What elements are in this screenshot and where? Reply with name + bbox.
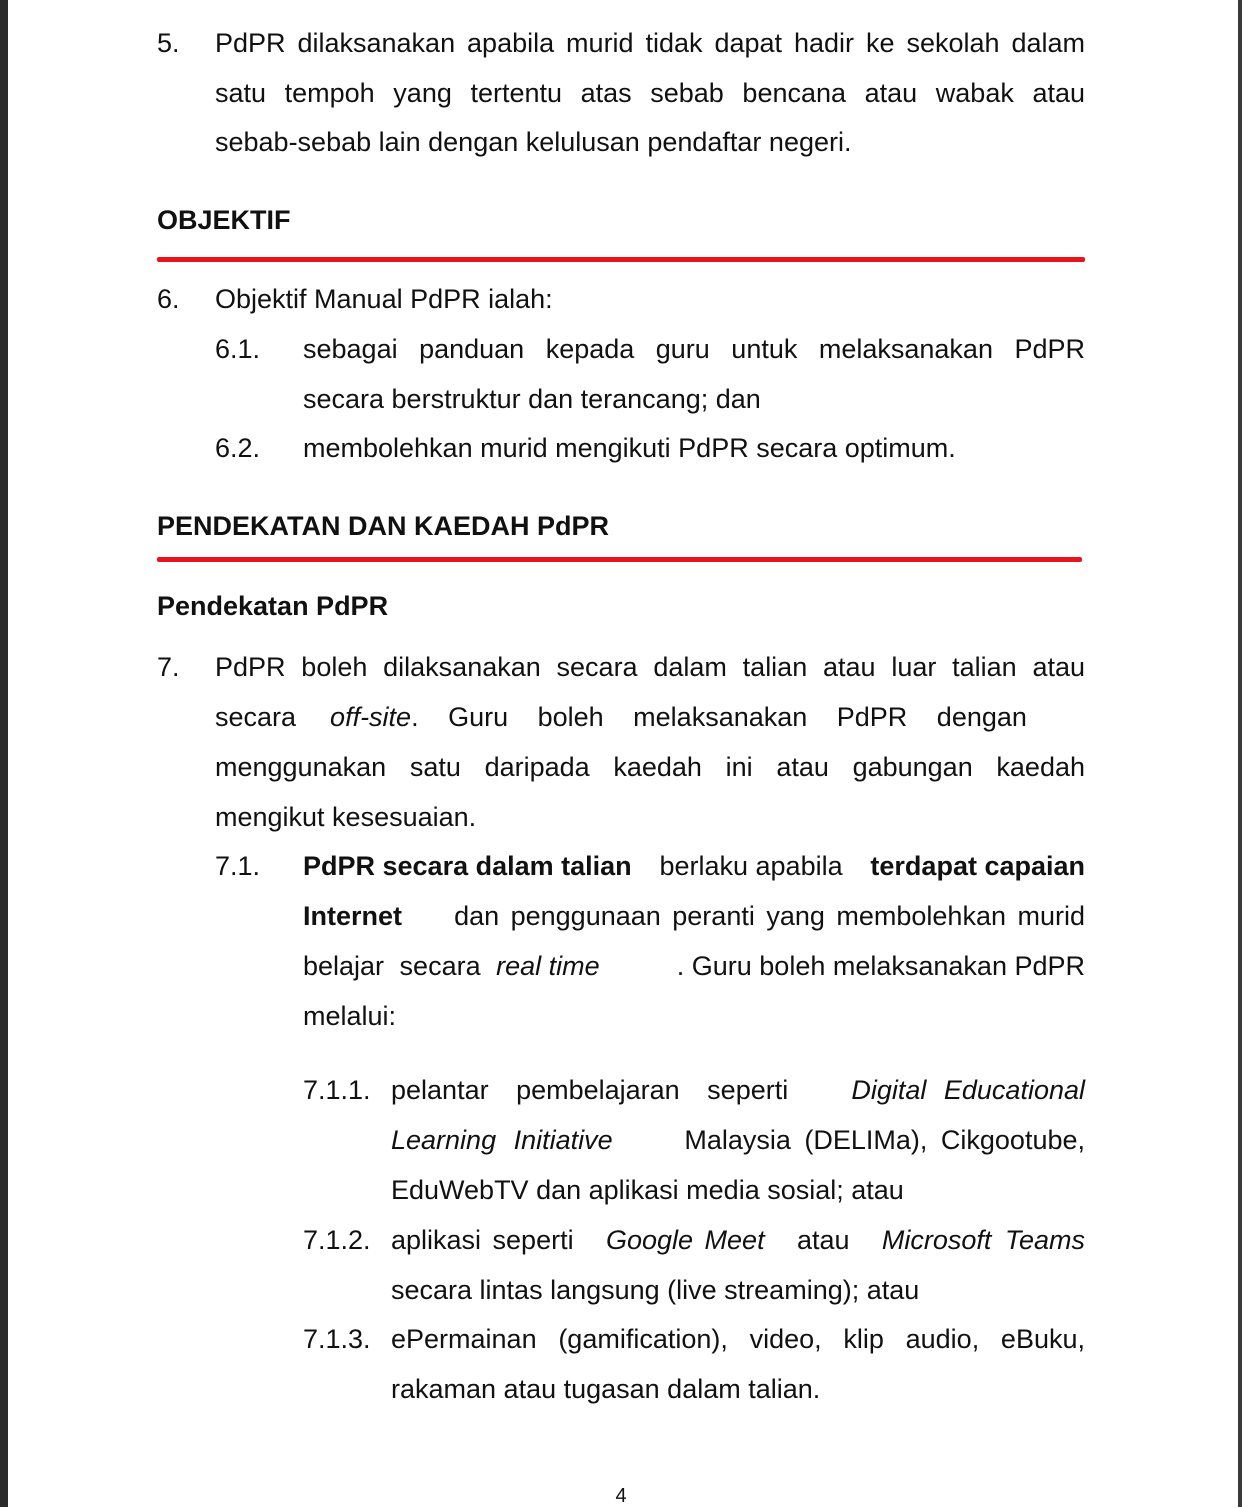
item-7-1-2-line-2: secara lintas langsung (live streaming); atau	[391, 1275, 920, 1305]
para-5-line-1: PdPR dilaksanakan apabila murid tidak dapat hadir ke sekolah dalam	[215, 28, 1085, 58]
item-7-1-bold-dalam-talian: PdPR secara dalam talian	[303, 851, 632, 881]
para-6-number: 6.	[157, 284, 180, 314]
item-7-1-line-3-rest: . Guru boleh melaksanakan PdPR	[676, 951, 1085, 981]
item-7-1-2-aplikasi: aplikasi seperti	[391, 1225, 574, 1255]
page-number: 4	[615, 1485, 627, 1507]
item-7-1-1-line-1	[391, 1074, 1085, 1106]
item-7-1-1-line-3: EduWebTV dan aplikasi media sosial; atau	[391, 1175, 904, 1205]
item-6-2-number: 6.2.	[215, 433, 261, 463]
item-6-2-line-1: membolehkan murid mengikuti PdPR secara optimum.	[303, 433, 956, 463]
para-7-line-1: PdPR boleh dilaksanakan secara dalam talian atau luar talian atau	[215, 652, 1085, 682]
item-7-1-line-4: melalui:	[303, 1001, 397, 1031]
item-7-1-real-time: real time	[496, 951, 600, 981]
para-7-line-2-offsite: off-site	[330, 702, 412, 732]
section-divider-red	[157, 257, 1085, 262]
para-5-line-2: satu tempoh yang tertentu atas sebab bencana atau wabak atau	[215, 78, 1085, 108]
item-7-1-2-line-1	[391, 1224, 1085, 1256]
item-7-1-1-learning-initiative: Learning Initiative	[391, 1125, 613, 1155]
section-divider-red	[157, 557, 1082, 562]
item-7-1-line-2-rest: dan penggunaan peranti yang membolehkan murid	[454, 901, 1085, 931]
item-7-1-line-2	[303, 900, 1085, 932]
item-7-1-1-digital-educational: Digital Educational	[851, 1075, 1085, 1105]
item-7-1-1-number: 7.1.1.	[303, 1075, 371, 1105]
para-7-line-2-rest: . Guru boleh melaksanakan PdPR dengan	[411, 702, 1027, 732]
viewer-right-edge	[1238, 0, 1242, 1507]
section-heading-pendekatan: PENDEKATAN DAN KAEDAH PdPR	[157, 511, 610, 541]
item-6-1-line-1: sebagai panduan kepada guru untuk melaksanakan PdPR	[303, 334, 1085, 364]
item-7-1-line-1	[303, 850, 1085, 882]
subheading-pendekatan-pdpr: Pendekatan PdPR	[157, 591, 389, 621]
item-7-1-2-number: 7.1.2.	[303, 1225, 371, 1255]
item-7-1-bold-internet: Internet	[303, 901, 403, 931]
item-7-1-3-line-2: rakaman atau tugasan dalam talian.	[391, 1374, 821, 1404]
item-6-1-number: 6.1.	[215, 334, 261, 364]
item-7-1-3-number: 7.1.3.	[303, 1324, 371, 1354]
item-7-1-3-line-1: ePermainan (gamification), video, klip audio, eBuku,	[391, 1324, 1085, 1354]
viewer-left-edge	[0, 0, 8, 1507]
item-7-1-number: 7.1.	[215, 851, 261, 881]
para-7-line-2-secara: secara	[215, 702, 297, 732]
para-5-number: 5.	[157, 28, 180, 58]
item-7-1-berlaku: berlaku apabila	[659, 851, 843, 881]
item-7-1-line-3	[303, 950, 1085, 982]
item-7-1-2-google-meet: Google Meet	[605, 1225, 765, 1255]
item-7-1-1-delima: Malaysia (DELIMa), Cikgootube,	[684, 1125, 1085, 1155]
para-7-line-3: menggunakan satu daripada kaedah ini atau gabungan kaedah	[215, 752, 1085, 782]
section-heading-objektif: OBJEKTIF	[157, 205, 291, 235]
item-7-1-belajar: belajar secara	[303, 951, 497, 981]
para-7-line-2	[215, 701, 1085, 733]
item-7-1-2-atau: atau	[796, 1225, 850, 1255]
para-5-line-3: sebab-sebab lain dengan kelulusan pendaftar negeri.	[215, 127, 852, 157]
item-6-1-line-2: secara berstruktur dan terancang; dan	[303, 384, 761, 414]
para-7-line-4: mengikut kesesuaian.	[215, 802, 477, 832]
para-7-number: 7.	[157, 652, 180, 682]
para-6-text: Objektif Manual PdPR ialah:	[215, 284, 553, 314]
item-7-1-2-microsoft-teams: Microsoft Teams	[881, 1225, 1085, 1255]
item-7-1-1-line-2	[391, 1124, 1085, 1156]
item-7-1-bold-capaian: terdapat capaian	[870, 851, 1085, 881]
item-7-1-1-pelantar: pelantar pembelajaran seperti	[391, 1075, 789, 1105]
